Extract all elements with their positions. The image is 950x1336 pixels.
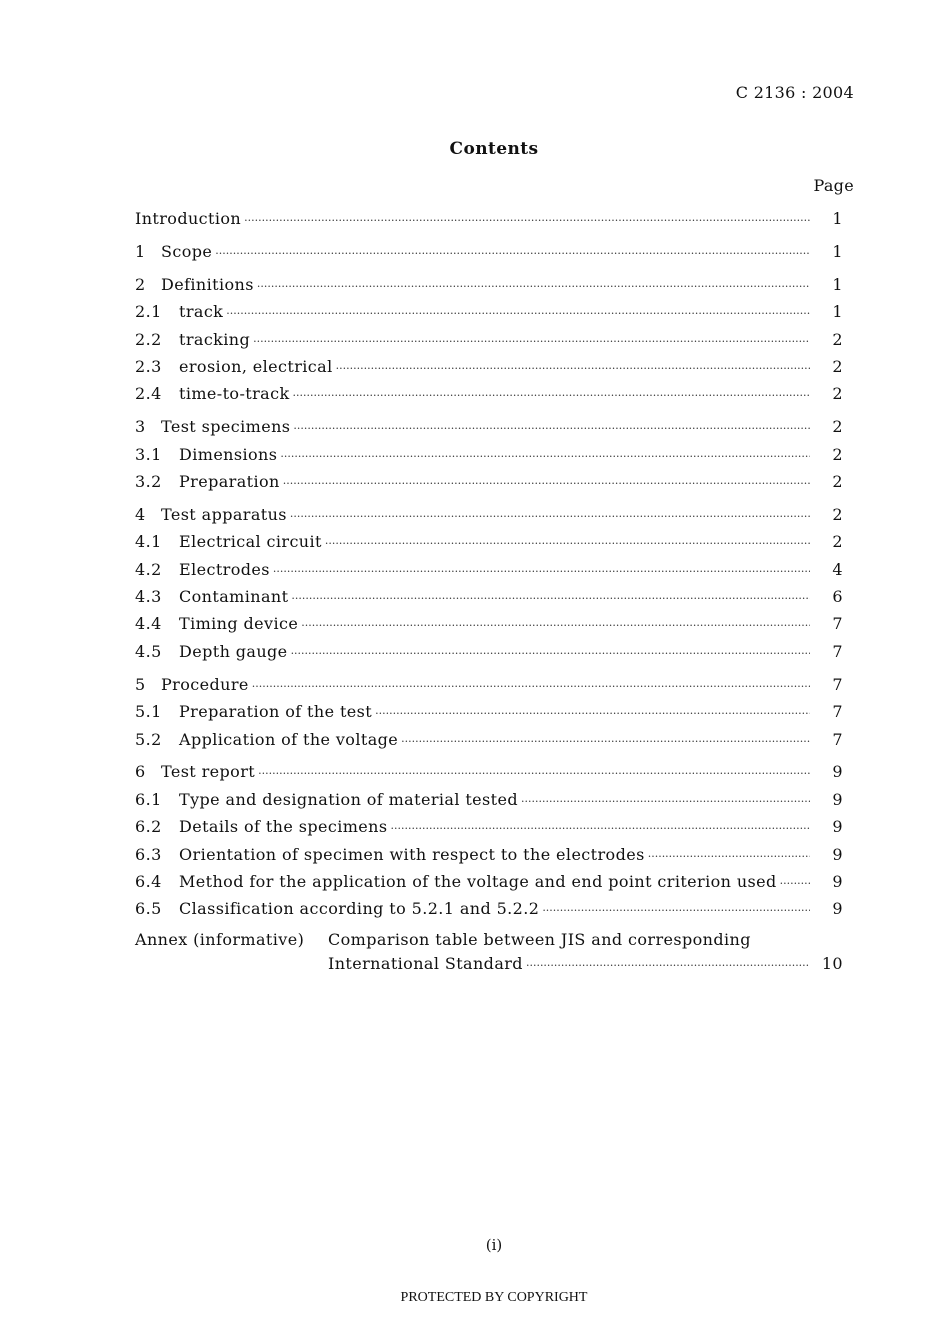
toc-entry[interactable] xyxy=(135,895,843,922)
toc-entry-title: tracking xyxy=(179,329,251,349)
toc-entry-page: 2 xyxy=(832,329,843,349)
toc-entry-page: 1 xyxy=(832,209,843,228)
dot-leader xyxy=(273,558,810,585)
toc-entry[interactable] xyxy=(135,353,843,380)
toc-entry-page: 7 xyxy=(832,729,843,749)
toc-entry-title: Scope xyxy=(161,241,213,261)
toc-entry[interactable] xyxy=(135,380,843,407)
toc-entry-page: 1 xyxy=(832,274,843,294)
copyright-notice: PROTECTED BY COPYRIGHT xyxy=(400,1290,588,1305)
toc-entry-title: erosion, electrical xyxy=(179,356,333,376)
toc-entry-number: 4.1 xyxy=(135,532,162,552)
toc-entry-title: Introduction xyxy=(135,209,242,228)
toc-entry[interactable] xyxy=(135,786,843,813)
dot-leader xyxy=(258,760,810,787)
toc-entry-number: 5.1 xyxy=(135,702,162,722)
toc-entry-page: 9 xyxy=(832,899,843,919)
toc-entry-title: time-to-track xyxy=(179,384,290,404)
annex-title-line1: Comparison table between JIS and corresponding xyxy=(328,930,751,949)
toc-entry-number: 6.5 xyxy=(135,899,162,919)
toc-entry[interactable] xyxy=(135,205,843,232)
toc-entry-number: 6.4 xyxy=(135,871,162,891)
dot-leader xyxy=(290,503,810,530)
toc-entry-number: 4.2 xyxy=(135,559,162,579)
page-title: Contents xyxy=(449,139,539,159)
toc-entry-title: Preparation xyxy=(179,472,280,492)
toc-entry-page: 2 xyxy=(832,444,843,464)
toc-entry-page: 9 xyxy=(832,844,843,864)
toc-entry[interactable] xyxy=(135,271,843,298)
annex-entry[interactable] xyxy=(135,928,843,976)
toc-entry[interactable] xyxy=(135,698,843,725)
toc-entry-title: Electrical circuit xyxy=(179,532,322,552)
toc-entry[interactable] xyxy=(135,610,843,637)
toc-entry-title: Procedure xyxy=(161,674,249,694)
toc-entry-page: 6 xyxy=(832,587,843,607)
toc-entry[interactable] xyxy=(135,238,843,265)
toc-entry-page: 7 xyxy=(832,641,843,661)
toc-entry-title: track xyxy=(179,302,224,322)
toc-entry-page: 7 xyxy=(832,674,843,694)
annex-label: Annex (informative) xyxy=(135,930,305,949)
toc-entry-number: 5.2 xyxy=(135,729,162,749)
toc-entry-title: Classification according to 5.2.1 and 5.2.2 xyxy=(179,899,540,919)
toc-entry-number: 2.1 xyxy=(135,302,162,322)
toc-entry[interactable] xyxy=(135,413,843,440)
toc-entry-number: 6.2 xyxy=(135,817,162,837)
dot-leader xyxy=(252,673,810,700)
toc-entry-title: Details of the specimens xyxy=(179,817,388,837)
document-code: C 2136 : 2004 xyxy=(735,83,854,102)
toc-entry-page: 9 xyxy=(832,817,843,837)
toc-entry-number: 4.3 xyxy=(135,587,162,607)
toc-entry-number: 2.3 xyxy=(135,356,162,376)
dot-leader xyxy=(336,355,810,382)
toc-entry[interactable] xyxy=(135,841,843,868)
dot-leader xyxy=(780,870,810,897)
toc-entry-page: 2 xyxy=(832,472,843,492)
page-column-label: Page xyxy=(813,176,854,195)
toc-entry[interactable] xyxy=(135,556,843,583)
toc-entry[interactable] xyxy=(135,671,843,698)
toc-entry[interactable] xyxy=(135,758,843,785)
toc-entry[interactable] xyxy=(135,583,843,610)
toc-entry-number: 2 xyxy=(135,274,146,294)
dot-leader xyxy=(244,207,810,234)
toc-entry-title: Electrodes xyxy=(179,559,270,579)
dot-leader xyxy=(291,640,810,667)
dot-leader xyxy=(542,897,810,924)
toc-entry-title: Type and designation of material tested xyxy=(179,789,518,809)
toc-entry[interactable] xyxy=(135,726,843,753)
dot-leader xyxy=(257,273,810,300)
toc-entry-title: Preparation of the test xyxy=(179,702,373,722)
toc-entry-page: 7 xyxy=(832,614,843,634)
toc-entry-page: 2 xyxy=(832,384,843,404)
toc-entry[interactable] xyxy=(135,326,843,353)
annex-title-line2: International Standard xyxy=(328,954,523,973)
toc-entry-page: 2 xyxy=(832,356,843,376)
footer-page-number: (i) xyxy=(485,1236,503,1254)
toc-entry-page: 9 xyxy=(832,762,843,782)
toc-entry-number: 6 xyxy=(135,762,146,782)
dot-leader xyxy=(375,700,810,727)
dot-leader xyxy=(291,585,810,612)
toc-entry-title: Orientation of specimen with respect to the electrodes xyxy=(179,844,645,864)
toc-entry-page: 9 xyxy=(832,789,843,809)
dot-leader xyxy=(253,328,810,355)
toc-entry-number: 3.1 xyxy=(135,444,162,464)
toc-entry-number: 6.1 xyxy=(135,789,162,809)
toc-entry-number: 2.4 xyxy=(135,384,162,404)
toc-entry-page: 7 xyxy=(832,702,843,722)
toc-entry-title: Timing device xyxy=(179,614,299,634)
toc-entry[interactable] xyxy=(135,468,843,495)
toc-entry-number: 1 xyxy=(135,241,146,261)
toc-entry[interactable] xyxy=(135,528,843,555)
toc-entry-title: Dimensions xyxy=(179,444,278,464)
toc-entry-page: 1 xyxy=(832,302,843,322)
toc-entry-number: 6.3 xyxy=(135,844,162,864)
dot-leader xyxy=(283,470,810,497)
dot-leader xyxy=(526,954,810,978)
toc-entry-page: 2 xyxy=(832,532,843,552)
dot-leader xyxy=(325,530,810,557)
toc-entry-page: 1 xyxy=(832,241,843,261)
toc-entry-number: 3 xyxy=(135,417,146,437)
toc-entry-number: 2.2 xyxy=(135,329,162,349)
toc-entry-page: 2 xyxy=(832,504,843,524)
toc-entry-title: Method for the application of the voltage and end point criterion used xyxy=(179,871,777,891)
toc-entry[interactable] xyxy=(135,441,843,468)
toc-entry-number: 3.2 xyxy=(135,472,162,492)
toc-entry-title: Contaminant xyxy=(179,587,289,607)
table-of-contents xyxy=(135,205,843,923)
toc-entry[interactable] xyxy=(135,298,843,325)
toc-entry-page: 9 xyxy=(832,871,843,891)
dot-leader xyxy=(226,300,810,327)
dot-leader xyxy=(215,240,810,267)
dot-leader xyxy=(293,382,810,409)
toc-entry-number: 4 xyxy=(135,504,146,524)
toc-entry-number: 4.5 xyxy=(135,641,162,661)
dot-leader xyxy=(401,728,810,755)
toc-entry[interactable] xyxy=(135,813,843,840)
dot-leader xyxy=(301,612,810,639)
dot-leader xyxy=(390,815,810,842)
dot-leader xyxy=(521,788,810,815)
dot-leader xyxy=(293,415,810,442)
annex-page-number: 10 xyxy=(821,954,843,973)
toc-entry[interactable] xyxy=(135,868,843,895)
toc-entry-title: Definitions xyxy=(161,274,254,294)
toc-entry[interactable] xyxy=(135,638,843,665)
toc-entry-title: Test report xyxy=(161,762,256,782)
toc-entry-title: Test specimens xyxy=(161,417,291,437)
dot-leader xyxy=(648,843,810,870)
toc-entry-title: Application of the voltage xyxy=(179,729,399,749)
toc-entry-number: 4.4 xyxy=(135,614,162,634)
toc-entry-title: Test apparatus xyxy=(161,504,287,524)
toc-entry-title: Depth gauge xyxy=(179,641,288,661)
toc-entry-page: 2 xyxy=(832,417,843,437)
dot-leader xyxy=(280,443,810,470)
toc-entry-number: 5 xyxy=(135,674,146,694)
toc-entry[interactable] xyxy=(135,501,843,528)
toc-entry-page: 4 xyxy=(832,559,843,579)
